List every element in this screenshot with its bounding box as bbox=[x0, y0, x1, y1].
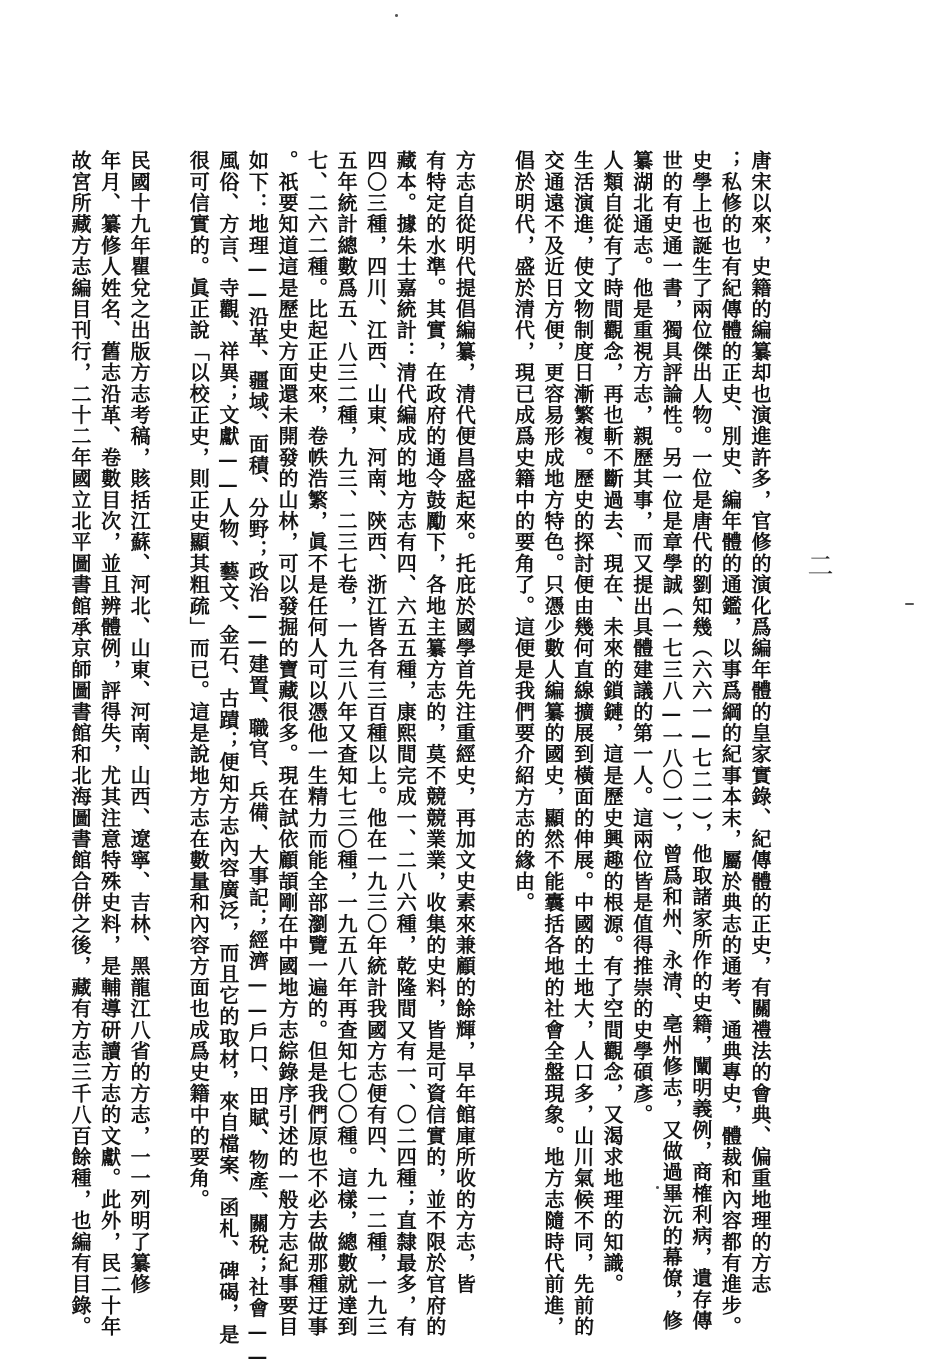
text-column: 唐宋以來，史籍的編纂却也演進許多，官修的演化爲編年體的皇家實錄、紀傳體的正史，有關禮法的會典、偏重地理的方志 bbox=[747, 150, 772, 1295]
scan-speck bbox=[656, 1186, 659, 1189]
text-column: 倡於明代，盛於清代，現已成爲史籍中的要角了。這便是我們要介紹方志的緣由。 bbox=[511, 150, 536, 914]
text-column: 五年統計總數爲五、八三二種，九三、二三七卷，一九三八年又查知七三〇種，一九五八年再查知七〇〇種。這樣，總數就達到 bbox=[334, 150, 359, 1338]
text-column: 年月、纂修人姓名、舊志沿革、卷數目次，並且辨體例，評得失，尤其注意特殊史料，是輔導研讀方志的文獻。此外，民二十年 bbox=[97, 150, 122, 1338]
text-column: 故宮所藏方志編目刊行，二十二年國立北平圖書館承京師圖書館和北海圖書館合併之後，藏有方志三千八百餘種，也編有目錄。 bbox=[68, 150, 92, 1338]
text-column: 世的有史通一書，獨具評論性。另一位是章學誠（一七三八—一八〇一），曾爲和州、永清、亳州修志，又做過畢沅的幕僚，修 bbox=[659, 150, 684, 1332]
scan-speck bbox=[905, 603, 914, 605]
page-number: 二 bbox=[803, 552, 833, 578]
paragraph-gap bbox=[484, 150, 504, 1320]
text-column: 史學上也誕生了兩位傑出人物。一位是唐代的劉知幾（六六一—七二一），他取諸家所作的史籍，闡明義例，商榷利病，遺存傳 bbox=[688, 150, 713, 1332]
paragraph-gap bbox=[159, 150, 179, 1320]
scan-speck bbox=[395, 14, 398, 17]
text-column: 生活演進，使文物制度日漸繁複。歷史的探討便由幾何直線擴展到橫面的伸展。中國的土地大，人口多，山川氣候不同，先前的 bbox=[570, 150, 595, 1338]
text-column: 四〇三種，四川、江西、山東、河南、陝西、浙江皆各有三百種以上。他在一九三〇年統計我國方志便有四、九一二種，一九三 bbox=[363, 150, 388, 1338]
text-column: 民國十九年瞿兌之出版方志考稿，賅括江蘇、河北、山東、河南、山西、遼寧、吉林、黑龍江八省的方志，一一列明了纂修 bbox=[127, 150, 152, 1295]
text-column: 有特定的水準。其實，在政府的通令鼓勵下，各地主纂方志的，莫不競競業業，收集的史料，皆是可資信實的，並不限於官府的 bbox=[422, 150, 447, 1338]
text-column: 交通遠不及近日方便，更容易形成地方特色。只憑少數人編纂的國史，顯然不能囊括各地的社會全盤現象。地方志隨時代前進， bbox=[541, 150, 565, 1338]
text-column: 七、二六二種。比起正史來，卷帙浩繁，眞不是任何人可以憑他一生精力而能全部瀏覽一遍的。但是我們原也不必去做那種迂事 bbox=[304, 150, 329, 1338]
text-column: 風俗、方言、寺觀、祥異；文獻——人物、藝文、金石、古蹟；便知方志內容廣泛，而且它的取材，來自檔案、函札、碑碣，是 bbox=[215, 150, 240, 1346]
text-column: 很可信實的。眞正說「以校正史，則正史顯其粗疏」而已。這是說地方志在數量和內容方面也成爲史籍中的要角。 bbox=[186, 150, 211, 1210]
text-column: 方志自從明代提倡編纂，清代便昌盛起來。托庇於國學首先注重經史，再加文史素來兼顧的餘輝，早年館庫所收的方志，皆 bbox=[452, 150, 477, 1295]
text-column: 纂湖北通志。他是重視方志，親歷其事，而又提出具體建議的第一人。這兩位皆是值得推崇的史學碩彥。 bbox=[629, 150, 654, 1126]
text-column: 。祇要知道這是歷史方面還未開發的山林，可以發掘的寶藏很多。現在試依顧頡剛在中國地方志綜錄序引述的一般方志紀事要目 bbox=[274, 150, 299, 1338]
body-text bbox=[68, 150, 772, 1369]
text-column: 如下：地理——沿革、疆域、面積、分野；政治——建置、職官、兵備、大事記；經濟——戶口、田賦、物產、關稅；社會—— bbox=[245, 150, 270, 1369]
text-column: ；私修的也有紀傳體的正史、別史、編年體的通鑑，以事爲綱的紀事本末，屬於典志的通考、通典專史，體裁和內容都有進步。 bbox=[718, 150, 743, 1338]
text-column: 人類自從有了時間觀念，再也斬不斷過去、現在、未來的鎖鏈，這是歷史興趣的根源。有了空間觀念，又渴求地理的知識。 bbox=[600, 150, 625, 1295]
text-column: 藏本。據朱士嘉統計：清代編成的地方志有四、六五五種，康熙間完成一、二八六種，乾隆間又有一、〇二四種；直隸最多，有 bbox=[393, 150, 418, 1338]
